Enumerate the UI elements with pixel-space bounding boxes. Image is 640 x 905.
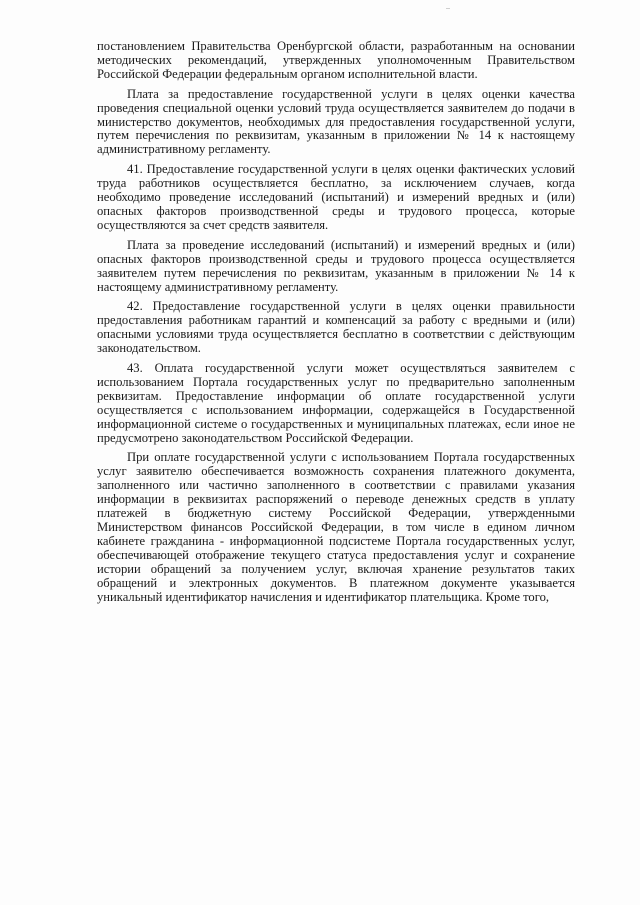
paragraph-43: 43. Оплата государственной услуги может осуществляться заявителем с использованием Портала государственных услуг по предварительно заполненным реквизитам. Предоставление информации об оплате государственной услуги осуществляется с использованием информации, содержащейся в Государственной информационной системе о государственных и муниципальных платежах, если иное не предусмотрено законодательством Российской Федерации. xyxy=(97,361,575,445)
paragraph-42: 42. Предоставление государственной услуги в целях оценки правильности предоставления работникам гарантий и компенсаций за работу с вредными и (или) опасными условиями труда осуществляется бесплатно в соответствии с действующим законодательством. xyxy=(97,299,575,356)
document-body xyxy=(97,40,575,610)
paragraph-continuation: постановлением Правительства Оренбургской области, разработанным на основании методических рекомендаций, утвержденных уполномоченным Правительством Российской Федерации федеральным органом исполнительной власти. xyxy=(97,39,575,81)
paragraph-fee-research: Плата за проведение исследований (испытаний) и измерений вредных и (или) опасных факторов производственной среды и трудового процесса осуществляется заявителем путем перечисления по реквизитам, указанным в приложении № 14 к настоящему административному регламенту. xyxy=(97,237,575,294)
paragraph-fee-quality-assessment: Плата за предоставление государственной услуги в целях оценки качества проведения специальной оценки условий труда осуществляется заявителем до подачи в министерство документов, необходимых для предоставления государственной услуги, путем перечисления по реквизитам, указанным в приложении № 14 к настоящему административному регламенту. xyxy=(97,86,575,157)
scan-mark xyxy=(446,8,450,9)
paragraph-portal-payment: При оплате государственной услуги с использованием Портала государственных услуг заявителю обеспечивается возможность сохранения платежного документа, заполненного или частично заполненного в соответствии с правилами указания информации в реквизитах распоряжений о переводе денежных средств в уплату платежей в бюджетную систему Российской Федерации, утвержденными Министерством финансов Российской Федерации, в том числе в едином личном кабинете гражданина - информационной подсистеме Портала государственных услуг, обеспечивающей отображение текущего статуса предоставления услуг и сохранение истории обращений за получением услуг, включая хранение результатов таких обращений и электронных документов. В платежном документе указывается уникальный идентификатор начисления и идентификатор плательщика. Кроме того, xyxy=(97,450,575,604)
paragraph-41: 41. Предоставление государственной услуги в целях оценки фактических условий труда работников осуществляется бесплатно, за исключением случаев, когда необходимо проведение исследований (испытаний) и измерений вредных и (или) опасных факторов производственной среды и трудового процесса, которые осуществляются за счет средств заявителя. xyxy=(97,162,575,232)
